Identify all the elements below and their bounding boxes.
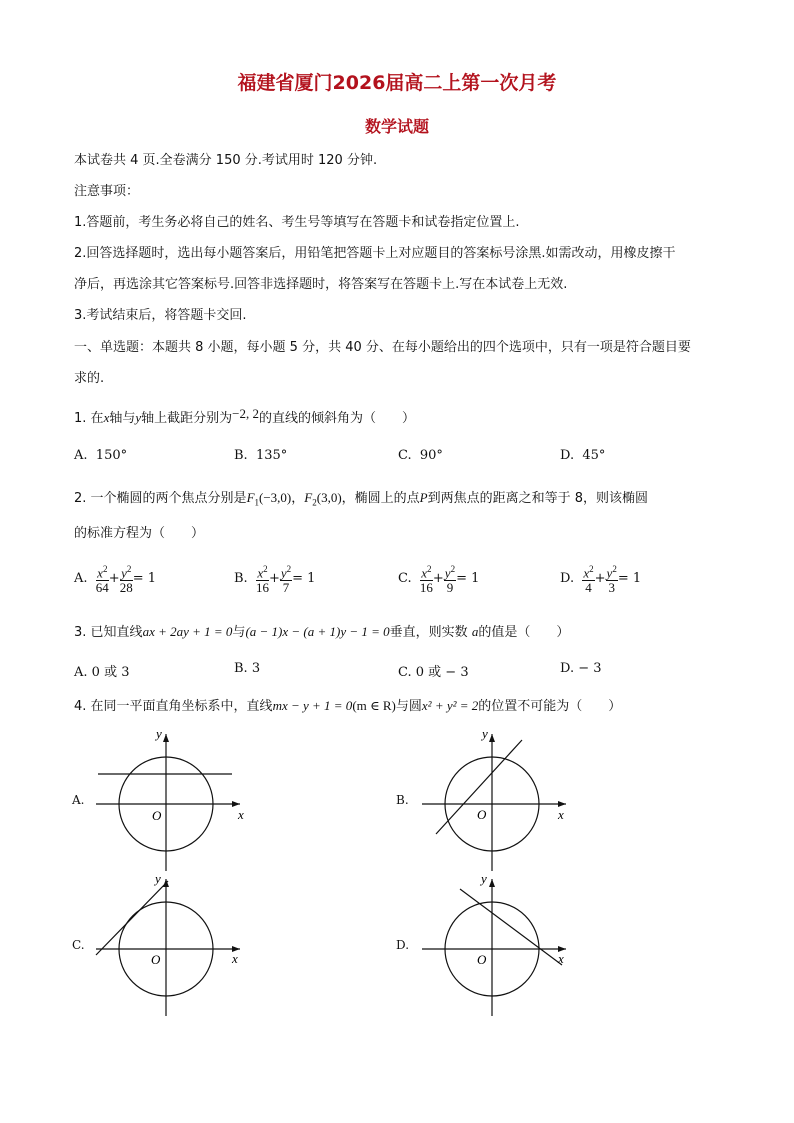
page-subtitle: 数学试题: [364, 117, 429, 136]
q2-f2: F: [304, 490, 313, 505]
denominator: 28: [119, 580, 133, 596]
fraction-y: $\frac{y^2}{7}$: [280, 564, 292, 596]
denominator: 9: [446, 580, 454, 596]
fraction-y: $\frac{y^2}{3}$: [606, 564, 617, 596]
q1-text: 的直线的倾斜角为（ ）: [259, 411, 416, 426]
figure-d-label: D.: [396, 938, 410, 952]
note-2a: 2.回答选择题时，选出每小题答案后，用铅笔把答题卡上对应题目的答案标号涂黑.如需改动，用橡皮擦干: [74, 246, 676, 261]
q2-number: 2.: [74, 491, 87, 506]
q3-option-c: [398, 661, 469, 680]
line: [96, 881, 168, 955]
option-label: C.: [398, 571, 412, 587]
q4-cond: (m ∈ R): [352, 698, 396, 713]
q1-option-c: [398, 448, 443, 463]
q2-option-c: C. $\frac{x^2}{16}$ + $\frac{y^2}{9}$ = 1: [398, 564, 480, 596]
q4-text: 在同一平面直角坐标系中，直线: [90, 699, 273, 714]
option-value: − 3: [578, 661, 602, 676]
q1-x: x: [103, 410, 110, 425]
option-label: B.: [234, 448, 248, 463]
q4-text: 与圆: [395, 699, 422, 714]
q2-text: 一个椭圆的两个焦点分别是: [90, 491, 247, 506]
line: [460, 889, 562, 965]
figure-c: [88, 871, 248, 1021]
q2-option-b: B. $\frac{x^2}{16}$ + $\frac{y^2}{7}$ = 1: [234, 564, 316, 596]
option-label: B.: [234, 571, 248, 587]
denominator: 16: [419, 580, 433, 596]
q1-text: 在: [90, 411, 104, 426]
q2-option-a: A. $\frac{x^2}{64}$ + $\frac{y^2}{28}$ = 1: [74, 564, 156, 596]
option-label: A.: [74, 448, 88, 463]
q2-sep: ，: [291, 491, 305, 506]
y-axis-label: y: [155, 871, 161, 886]
q3-text: 已知直线: [90, 625, 143, 640]
y-axis-arrow: [163, 734, 169, 742]
y-axis-label: y: [156, 726, 162, 741]
fraction-y: $\frac{y^2}{28}$: [119, 564, 133, 596]
q2-f1-sub: 1: [254, 497, 260, 508]
option-value: 135°: [255, 448, 288, 463]
q2-option-d: D. $\frac{x^2}{4}$ + $\frac{y^2}{3}$ = 1: [560, 564, 642, 596]
option-label: D.: [560, 448, 575, 463]
equation-rhs: = 1: [292, 571, 316, 587]
y-axis-arrow: [489, 734, 495, 742]
question-1: [74, 406, 734, 428]
q4-circle: x² + y² = 2: [421, 698, 479, 713]
notes-title: 注意事项：: [74, 184, 140, 199]
equation-rhs: = 1: [456, 571, 480, 587]
question-4: [74, 697, 734, 716]
denominator: 16: [255, 580, 269, 596]
option-label: D.: [560, 661, 575, 676]
page-title: 福建省厦门2026届高二上第一次月考: [237, 72, 557, 94]
q2-f1: F: [246, 490, 255, 505]
y-axis-arrow: [489, 879, 495, 887]
q2-text: 到两焦点的距离之和等于 8，则该椭圆: [427, 491, 649, 506]
option-label: C.: [398, 665, 412, 680]
note-2b: 净后，再选涂其它答案标号.回答非选择题时，将答案写在答题卡上.写在本试卷上无效.: [74, 277, 568, 292]
q2-f2-sub: 2: [312, 497, 317, 508]
q3-text: 垂直，则实数: [389, 625, 468, 640]
option-value: 0 或 − 3: [415, 665, 469, 680]
note-3: 3.考试结束后，将答题卡交回.: [74, 308, 247, 323]
figure-b-label: B.: [396, 793, 409, 807]
q1-option-d: [560, 448, 605, 463]
equation-rhs: = 1: [617, 571, 642, 587]
q3-line1: ax + 2ay + 1 = 0: [142, 624, 233, 639]
intro-line: 本试卷共 4 页.全卷满分 150 分.考试用时 120 分钟.: [74, 153, 378, 168]
option-value: 0 或 3: [91, 665, 130, 680]
fraction-x: $\frac{x^2}{4}$: [583, 564, 594, 596]
question-2: [74, 489, 734, 512]
q3-option-a: [74, 661, 129, 680]
q1-option-b: [234, 448, 287, 463]
q3-a: a: [471, 624, 479, 639]
fraction-x: $\frac{x^2}{16}$: [419, 564, 433, 596]
q2-p: P: [419, 490, 428, 505]
option-value: 3: [251, 661, 261, 676]
option-label: D.: [560, 571, 575, 587]
q2-f2-coord: (3,0): [316, 490, 342, 505]
figure-d: [414, 871, 574, 1021]
q1-text: 轴与: [109, 411, 136, 426]
x-axis-label: x: [558, 951, 564, 966]
q4-line: mx − y + 1 = 0: [272, 698, 353, 713]
origin-label: O: [152, 808, 162, 823]
figure-a: [88, 726, 248, 876]
fraction-y: $\frac{y^2}{9}$: [444, 564, 456, 596]
figure-a-label: A.: [72, 793, 85, 807]
option-label: A.: [74, 665, 88, 680]
denominator: 3: [608, 580, 615, 596]
option-value: 45°: [582, 448, 606, 463]
y-axis-label: y: [482, 726, 488, 741]
x-axis-label: x: [232, 951, 238, 966]
denominator: 64: [95, 580, 109, 596]
origin-label: O: [151, 952, 161, 967]
fraction-x: $\frac{x^2}{16}$: [255, 564, 269, 596]
q3-text: 的值是（ ）: [478, 625, 570, 640]
q3-number: 3.: [74, 625, 87, 640]
q4-text: 的位置不可能为（ ）: [478, 699, 622, 714]
note-1: 1.答题前，考生务必将自己的姓名、考生号等填写在答题卡和试卷指定位置上.: [74, 215, 520, 230]
y-axis-label: y: [481, 871, 487, 886]
option-value: 150°: [95, 448, 128, 463]
option-label: A.: [74, 571, 88, 587]
q1-text: 轴上截距分别为: [141, 411, 233, 426]
q4-number: 4.: [74, 699, 87, 714]
x-axis-label: x: [558, 807, 564, 822]
q1-intercepts: −2, 2: [232, 406, 259, 421]
fraction-x: $\frac{x^2}{64}$: [95, 564, 109, 596]
denominator: 4: [585, 580, 592, 596]
origin-label: O: [477, 807, 487, 822]
origin-label: O: [477, 952, 487, 967]
question-3: [74, 623, 734, 642]
figure-c-label: C.: [72, 938, 85, 952]
option-label: B.: [234, 661, 248, 676]
section-heading-cont: 求的.: [74, 371, 105, 386]
question-2-cont: 的标准方程为（ ）: [74, 526, 205, 541]
q3-option-b: [234, 661, 260, 676]
denominator: 7: [282, 580, 290, 596]
equation-rhs: = 1: [132, 571, 156, 587]
q3-line2: (a − 1)x − (a + 1)y − 1 = 0: [245, 624, 390, 639]
section-heading: 一、单选题：本题共 8 小题，每小题 5 分，共 40 分、在每小题给出的四个选项中，只有一项是符合题目要: [74, 340, 691, 355]
q3-text: 与: [232, 625, 246, 640]
q1-y: y: [135, 410, 142, 425]
q1-number: 1.: [74, 411, 87, 426]
figure-b: [414, 726, 574, 876]
q2-text: ，椭圆上的点: [341, 491, 420, 506]
q1-option-a: [74, 448, 127, 463]
q3-option-d: [560, 661, 602, 676]
q2-f1-coord: (−3,0): [259, 490, 292, 505]
option-value: 90°: [419, 448, 443, 463]
option-label: C.: [398, 448, 412, 463]
x-axis-label: x: [238, 807, 244, 822]
